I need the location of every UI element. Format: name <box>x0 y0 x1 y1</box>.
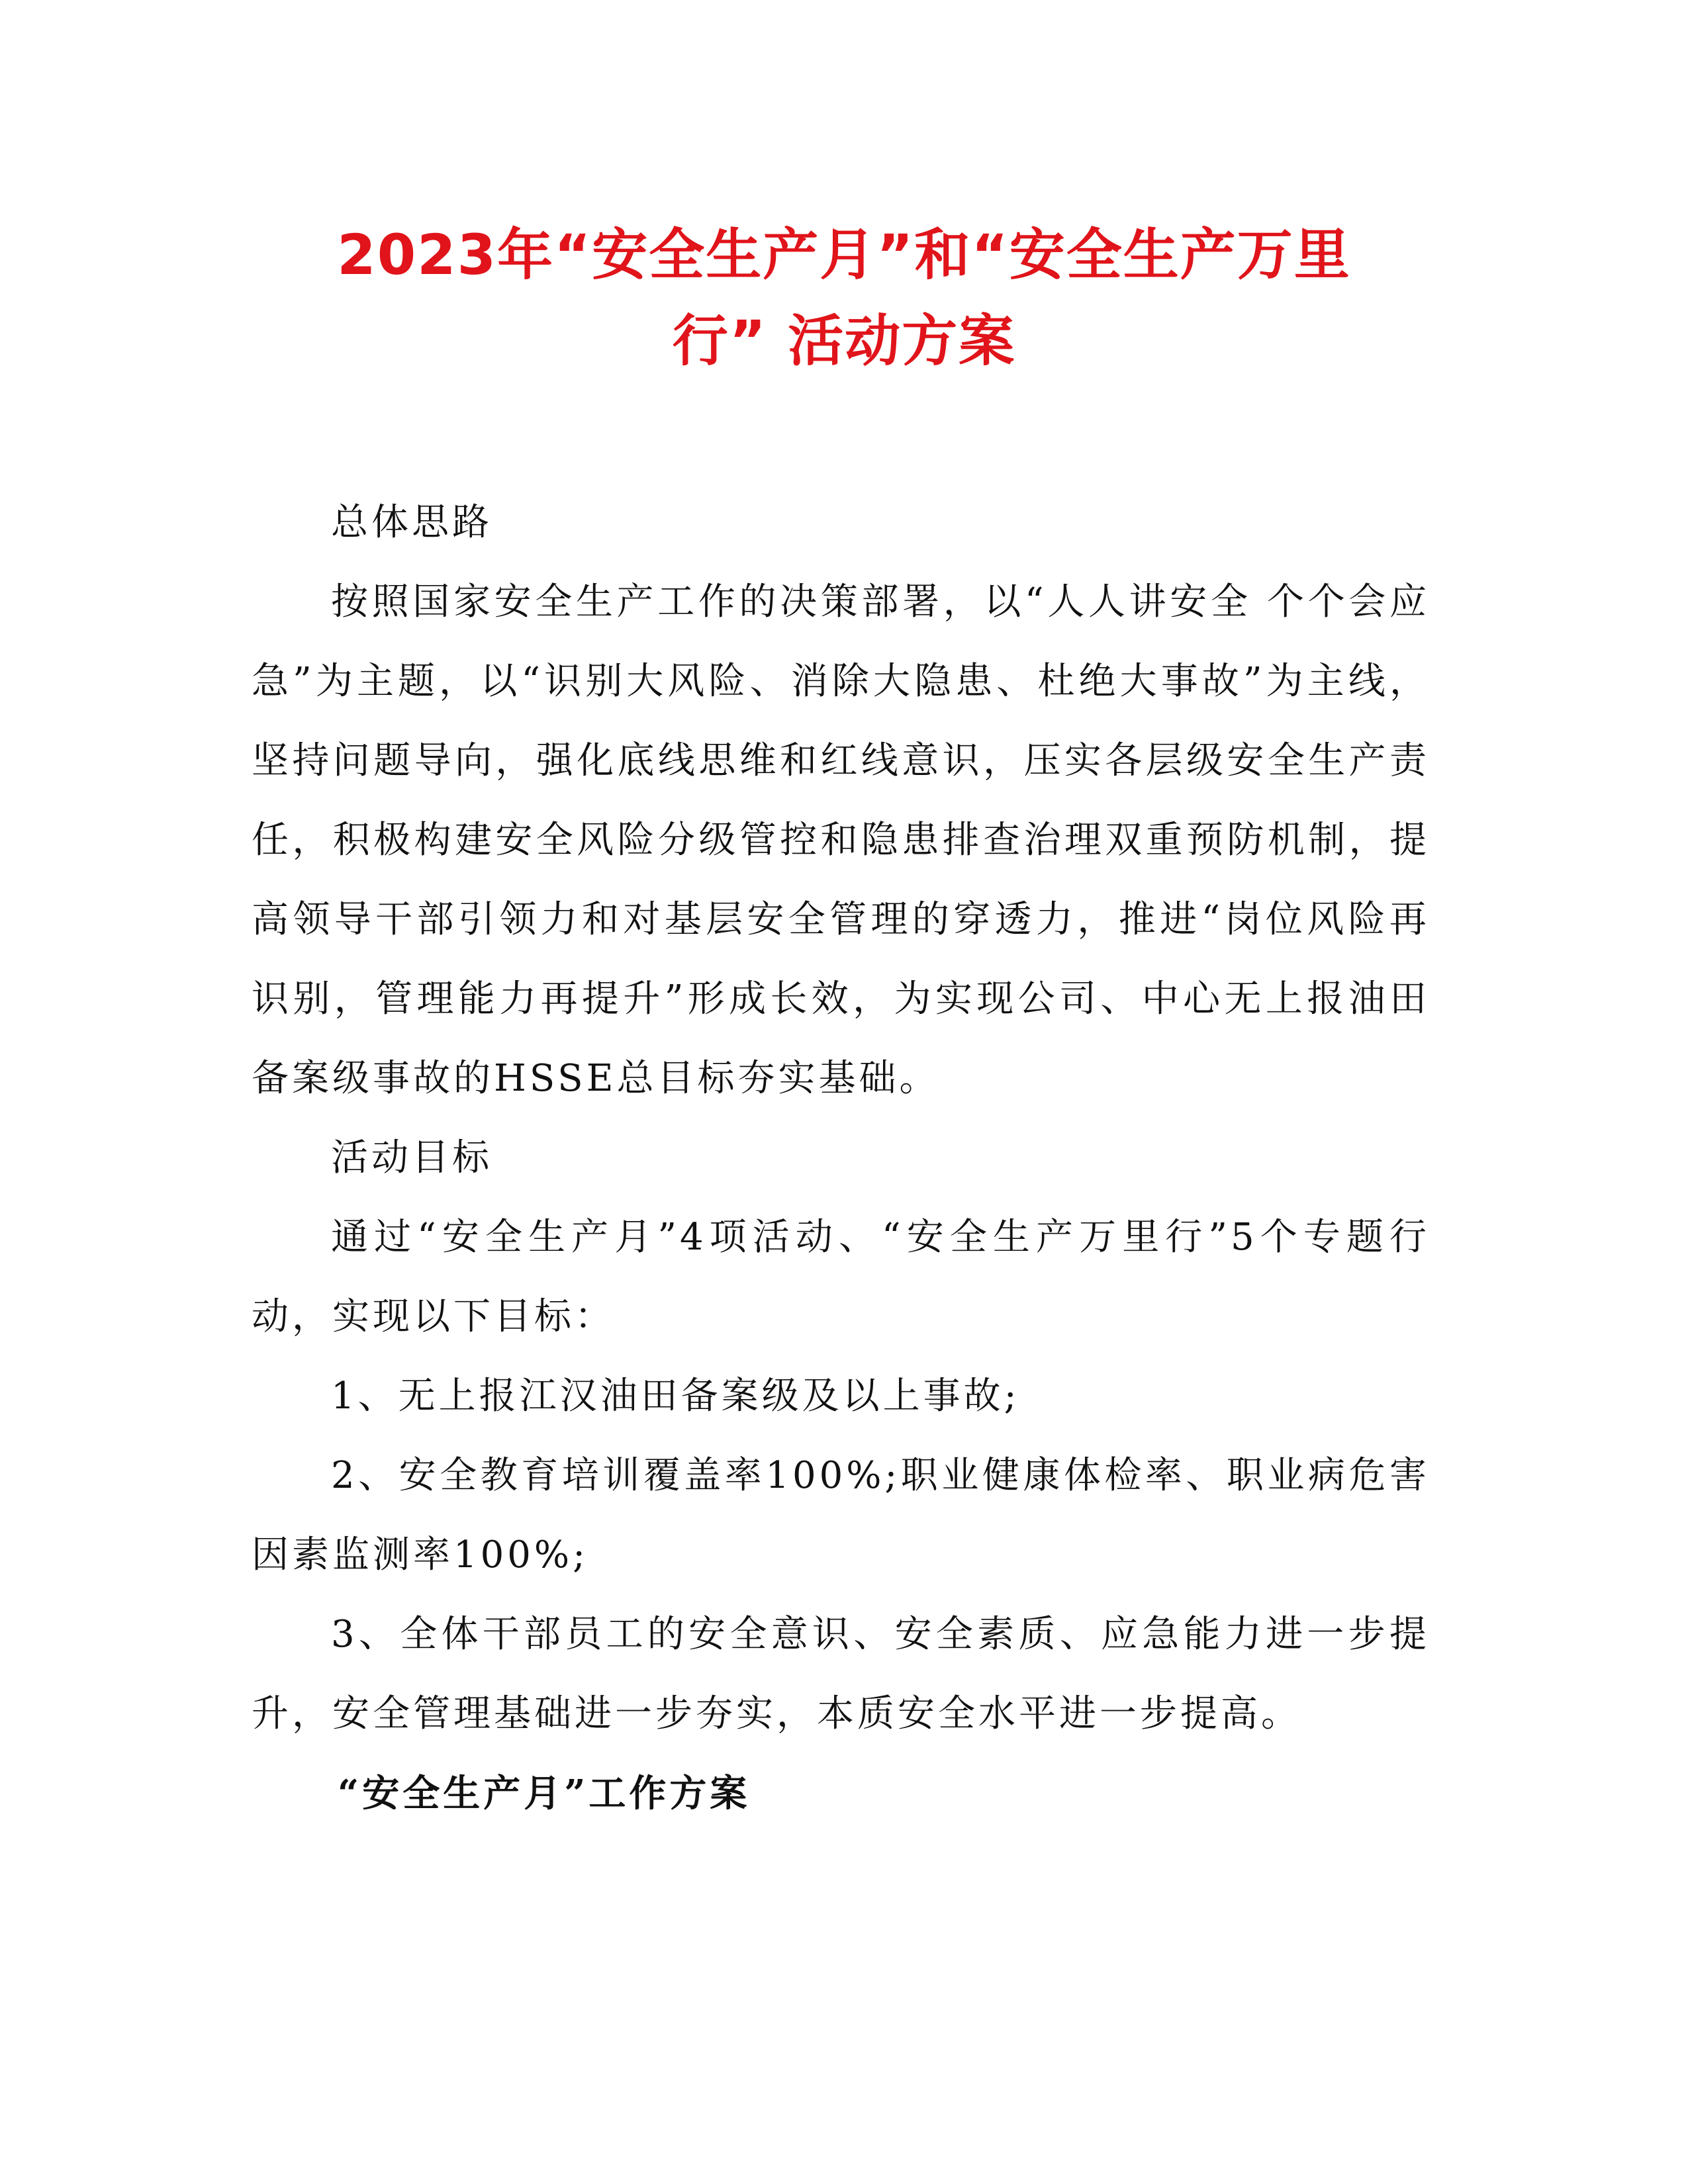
paragraph-activity-goals-intro: 通过“安全生产月”4项活动、“安全生产万里行”5个专题行动，实现以下目标： <box>252 1216 1430 1338</box>
document-title-line-2: 行” 活动方案 <box>672 308 1016 373</box>
section-heading-activity-goals: 活动目标 <box>331 1136 492 1179</box>
goal-item-1: 1、无上报江汉油田备案级及以上事故; <box>331 1375 1020 1418</box>
section-heading-overall-approach: 总体思路 <box>331 501 492 544</box>
document-title-line-1: 2023年“安全生产月”和“安全生产万里 <box>337 222 1351 287</box>
goal-item-2: 2、安全教育培训覆盖率100%;职业健康体检率、职业病危害因素监测率100%; <box>252 1454 1430 1576</box>
paragraph-overall-approach: 按照国家安全生产工作的决策部署，以“人人讲安全 个个会应急”为主题，以“识别大风险、消除大隐患、杜绝大事故”为主线，坚持问题导向，强化底线思维和红线意识，压实各层级安全生产责任，积极构建安全风险分级管控和隐患排查治理双重预防机制，提高领导干部引领力和对基层安全管理的穿透力，推进“岗位风险再识别，管理能力再提升”形成长效，为实现公司、中心无上报油田备案级事故的HSSE总目标夯实基础。 <box>252 580 1430 1100</box>
section-heading-safety-month-plan: “安全生产月”工作方案 <box>338 1772 751 1815</box>
goal-item-3: 3、全体干部员工的安全意识、安全素质、应急能力进一步提升，安全管理基础进一步夯实，本质安全水平进一步提高。 <box>252 1613 1430 1735</box>
